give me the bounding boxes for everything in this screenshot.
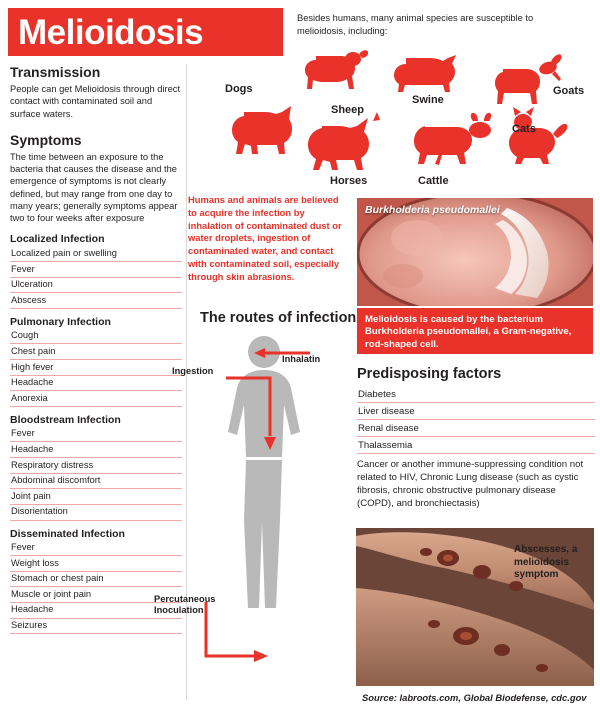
symptom-group-pulmonary xyxy=(10,316,182,407)
list-item: High fever xyxy=(10,360,182,376)
animal-label-horses: Horses xyxy=(330,175,368,187)
label-percutaneous: Percutaneous Inoculation xyxy=(154,594,216,616)
animal-label-cats: Cats xyxy=(512,123,536,135)
acquire-text: Humans and animals are believed to acquire the infection by inhalation of contaminated dust or water droplets, ingestion of contaminated water, and contact with contaminated soil, especially through skin abrasions. xyxy=(188,194,342,282)
list-item: Fever xyxy=(10,427,182,443)
symptom-list xyxy=(10,427,182,521)
label-ingestion: Ingestion xyxy=(172,366,214,376)
list-item: Respiratory distress xyxy=(10,458,182,474)
predisposing-list xyxy=(357,386,595,454)
intro-text: Besides humans, many animal species are susceptible to melioidosis, including: xyxy=(297,13,534,36)
symptom-list xyxy=(10,246,182,308)
list-item: Anorexia xyxy=(10,391,182,407)
list-item: Abdominal discomfort xyxy=(10,474,182,490)
list-item: Headache xyxy=(10,442,182,458)
sheep-silhouette-icon xyxy=(296,46,372,94)
list-item: Seizures xyxy=(10,619,182,635)
cattle-silhouette-icon xyxy=(411,106,501,166)
list-item: Fever xyxy=(10,262,182,278)
source-line: Source: labroots.com, Global Biodefense, cdc.gov xyxy=(362,692,587,703)
list-item: Weight loss xyxy=(10,556,182,572)
symptom-group-bloodstream xyxy=(10,414,182,521)
bacteria-culture-photo xyxy=(357,198,593,306)
symptom-list xyxy=(10,329,182,407)
page-title: Melioidosis xyxy=(18,12,204,52)
symptom-group-localized xyxy=(10,233,182,308)
list-item: Liver disease xyxy=(357,403,595,420)
list-item: Stomach or chest pain xyxy=(10,572,182,588)
abscess-caption: Abscesses, a melioidosis symptom xyxy=(514,544,578,580)
list-item: Disorientation xyxy=(10,505,182,521)
list-item: Cough xyxy=(10,329,182,345)
label-inhalation: Inhalatin xyxy=(282,354,321,364)
goat-silhouette-icon xyxy=(493,52,567,106)
list-item: Muscle or joint pain xyxy=(10,587,182,603)
animal-label-goats: Goats xyxy=(553,85,585,97)
predisposing-section xyxy=(357,366,595,511)
transmission-text: People can get Melioidosis through direct contact with contaminated soil and surface waters. xyxy=(10,84,181,119)
list-item: Thalassemia xyxy=(357,437,595,454)
group-title: Bloodstream Infection xyxy=(10,413,121,426)
list-item: Abscess xyxy=(10,293,182,309)
predisposing-heading: Predisposing factors xyxy=(357,366,502,382)
human-figure-diagram xyxy=(154,330,336,700)
animal-label-cattle: Cattle xyxy=(418,175,449,187)
list-item: Fever xyxy=(10,541,182,557)
group-title: Pulmonary Infection xyxy=(10,315,111,328)
list-item: Renal disease xyxy=(357,420,595,437)
ingestion-arrow-icon xyxy=(224,370,290,452)
group-title: Disseminated Infection xyxy=(10,527,125,540)
animal-label-dogs: Dogs xyxy=(225,83,253,95)
list-item: Diabetes xyxy=(357,386,595,403)
list-item: Ulceration xyxy=(10,278,182,294)
routes-heading: The routes of infection xyxy=(200,310,357,326)
group-title: Localized Infection xyxy=(10,233,105,246)
swine-silhouette-icon xyxy=(392,48,478,94)
list-item: Headache xyxy=(10,376,182,392)
cat-silhouette-icon xyxy=(501,104,571,166)
predisposing-note: Cancer or another immune-suppressing condition not related to HIV, Chronic Lung disease (such as cystic fibrosis, chronic obstructive pulmonary disease (COPD), and bronchiectasis) xyxy=(357,459,584,509)
left-column xyxy=(10,64,182,638)
symptom-group-disseminated xyxy=(10,528,182,635)
bacteria-photo-caption: Burkholderia pseudomallei xyxy=(365,204,500,216)
symptom-list xyxy=(10,541,182,635)
cause-callout-box: Melioidosis is caused by the bacterium Burkholderia pseudomallei, a Gram-negative, rod-shaped cell. xyxy=(357,308,593,354)
list-item: Localized pain or swelling xyxy=(10,246,182,262)
symptoms-text: The time between an exposure to the bacteria that causes the disease and the emergence of symptoms is not clearly defined, but may range from one day to many years; generally symptoms appear two to four weeks after exposure xyxy=(10,151,178,224)
list-item: Joint pain xyxy=(10,489,182,505)
transmission-heading: Transmission xyxy=(10,64,101,80)
animal-label-sheep: Sheep xyxy=(331,104,365,116)
symptoms-heading: Symptoms xyxy=(10,131,82,148)
dog-silhouette-icon xyxy=(228,94,316,156)
list-item: Headache xyxy=(10,603,182,619)
animal-label-swine: Swine xyxy=(412,94,444,106)
animal-illustration-group xyxy=(196,44,596,194)
list-item: Chest pain xyxy=(10,344,182,360)
